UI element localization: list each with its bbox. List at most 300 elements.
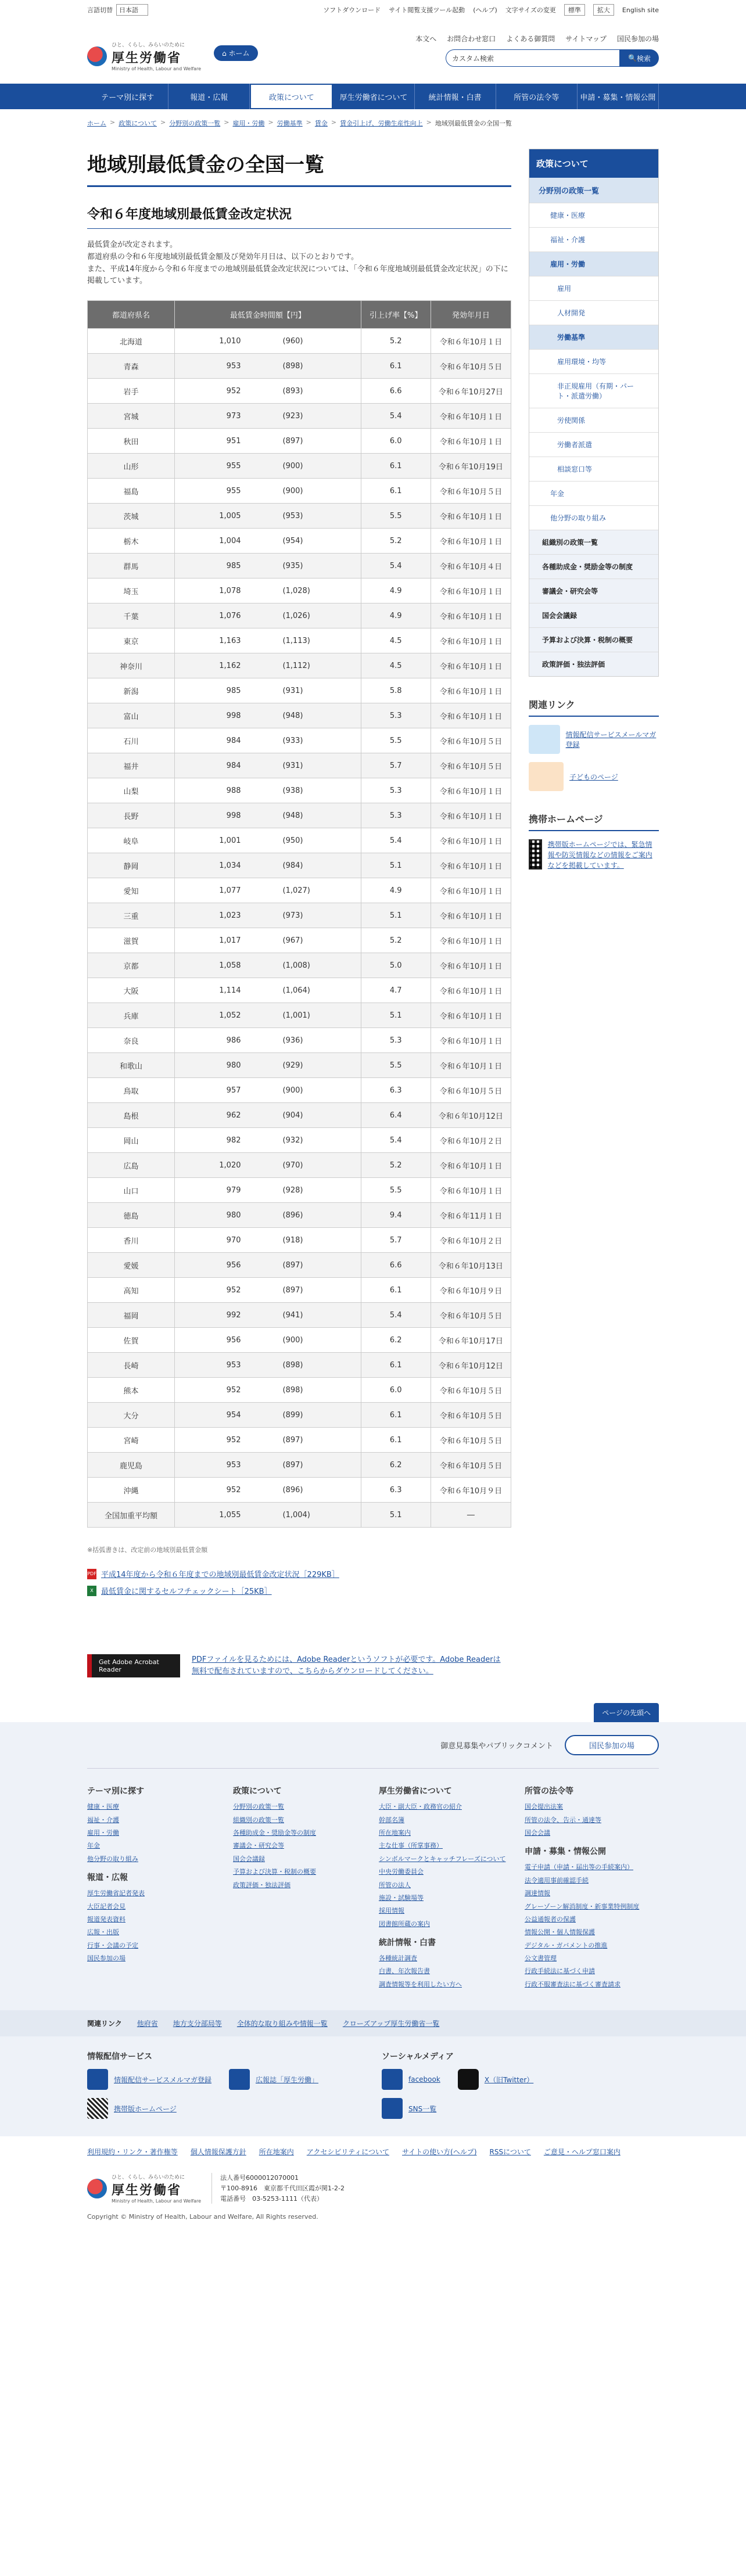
footer-related-initiatives[interactable]: 全体的な取り組みや情報一覧 bbox=[236, 2020, 328, 2028]
global-nav bbox=[0, 84, 746, 109]
bottom-link-terms[interactable]: 利用規約・リンク・著作権等 bbox=[87, 2148, 178, 2157]
rate-cell: 6.1 bbox=[361, 1428, 431, 1453]
search-button[interactable]: 🔍 検索 bbox=[620, 49, 659, 67]
footer-logo[interactable] bbox=[87, 2173, 201, 2204]
footer-link[interactable]: 雇用・労働 bbox=[87, 1828, 119, 1837]
header-link-contact[interactable]: お問合わせ窓口 bbox=[447, 35, 496, 43]
date-cell: 令和６年10月１日 bbox=[431, 653, 511, 678]
table-row bbox=[88, 1503, 511, 1528]
sidebar-item[interactable]: 組織別の政策一覧 bbox=[529, 530, 658, 554]
wage-cell: 970 bbox=[175, 1228, 262, 1253]
footer-link[interactable]: 電子申請（申請・届出等の手続案内） bbox=[525, 1863, 633, 1871]
wage-cell: 1,058 bbox=[175, 953, 262, 978]
facebook-icon bbox=[382, 2069, 403, 2090]
sidebar-item[interactable]: 相談窓口等 bbox=[529, 457, 658, 481]
rate-cell: 6.3 bbox=[361, 1078, 431, 1103]
x-service[interactable] bbox=[458, 2069, 533, 2090]
excel-download-link[interactable]: 最低賃金に関するセルフチェックシート［25KB］ bbox=[101, 1587, 272, 1597]
sidebar-item[interactable]: 労働基準 bbox=[529, 325, 658, 349]
footer-link[interactable]: シンボルマークとキャッチフレーズについて bbox=[379, 1855, 506, 1863]
footer-link[interactable]: 公益通報者の保護 bbox=[525, 1915, 576, 1923]
wage-cell: 955 bbox=[175, 454, 262, 479]
footer-link[interactable]: 健康・医療 bbox=[87, 1803, 119, 1811]
sidebar-head[interactable]: 政策について bbox=[529, 149, 658, 178]
wage-cell: 1,010 bbox=[175, 329, 262, 354]
wage-cell: 998 bbox=[175, 703, 262, 728]
social-title: ソーシャルメディア bbox=[382, 2052, 454, 2062]
footer-link[interactable]: 審議会・研究会等 bbox=[233, 1842, 284, 1850]
date-cell: 令和６年10月１日 bbox=[431, 603, 511, 628]
date-cell: 令和６年10月１日 bbox=[431, 504, 511, 529]
date-cell: 令和６年10月１日 bbox=[431, 1153, 511, 1178]
footer-group-title[interactable]: テーマ別に探す bbox=[87, 1787, 144, 1797]
footer-column bbox=[379, 1785, 513, 1993]
sidebar-item[interactable]: 他分野の取り組み bbox=[529, 505, 658, 530]
sidebar-item[interactable]: 福祉・介護 bbox=[529, 227, 658, 252]
sidebar-item[interactable]: 人材開発 bbox=[529, 300, 658, 325]
table-row bbox=[88, 703, 511, 728]
mobile-site bbox=[529, 839, 659, 871]
footer-link[interactable]: 行政手続法に基づく申請 bbox=[525, 1967, 595, 1975]
footer-link[interactable]: 中央労働委員会 bbox=[379, 1868, 424, 1876]
table-row bbox=[88, 1228, 511, 1253]
previous-wage-cell: (960) bbox=[262, 329, 361, 354]
date-cell: 令和６年10月17日 bbox=[431, 1328, 511, 1353]
table-row bbox=[88, 628, 511, 653]
date-cell: 令和６年10月９日 bbox=[431, 1478, 511, 1503]
sidebar-nav bbox=[529, 149, 659, 677]
wage-cell: 1,023 bbox=[175, 903, 262, 928]
date-cell: 令和６年10月５日 bbox=[431, 728, 511, 753]
mobile-site-link[interactable]: 携帯版ホームページでは、緊急情報や防災情報などの情報をご案内などを掲載しています。 bbox=[547, 840, 652, 870]
mail-service[interactable] bbox=[87, 2069, 211, 2090]
breadcrumb-policy[interactable]: 政策について bbox=[119, 120, 157, 127]
table-row bbox=[88, 853, 511, 878]
wage-cell: 1,077 bbox=[175, 878, 262, 903]
utility-link-assist[interactable]: サイト閲覧支援ツール起動 bbox=[389, 6, 465, 14]
date-cell: 令和６年10月１日 bbox=[431, 1028, 511, 1053]
footer-link[interactable]: 大臣記者会見 bbox=[87, 1902, 125, 1910]
gnav-press[interactable]: 報道・広報 bbox=[168, 84, 250, 109]
rate-cell: 6.6 bbox=[361, 379, 431, 404]
prefecture-cell: 宮崎 bbox=[88, 1428, 175, 1453]
page-title: 地域別最低賃金の全国一覧 bbox=[87, 149, 511, 187]
footer-link[interactable]: 他分野の取り組み bbox=[87, 1855, 138, 1863]
date-cell: 令和６年10月19日 bbox=[431, 454, 511, 479]
footer-group-title[interactable]: 申請・募集・情報公開 bbox=[525, 1847, 606, 1857]
download-files bbox=[87, 1568, 511, 1596]
intro-line-2: 都道府県の令和６年度地域別最低賃金額及び発効年月日は、以下のとおりです。 bbox=[87, 252, 358, 261]
logo-name: 厚生労働省 bbox=[112, 51, 182, 66]
footer-link[interactable]: 幹部名簿 bbox=[379, 1816, 404, 1824]
rate-cell: 6.1 bbox=[361, 1403, 431, 1428]
sidebar-sub[interactable]: 分野別の政策一覧 bbox=[529, 178, 658, 203]
wage-cell: 953 bbox=[175, 354, 262, 379]
footer-link[interactable]: 年金 bbox=[87, 1842, 100, 1850]
footer-related-other-ministries[interactable]: 他府省 bbox=[137, 2020, 158, 2028]
footer-logo-mark-icon bbox=[87, 2179, 107, 2198]
footer-group-title[interactable]: 厚生労働省について bbox=[379, 1787, 452, 1797]
footer-link[interactable]: 主な仕事（所掌事務） bbox=[379, 1842, 443, 1850]
footer-link[interactable]: 福祉・介護 bbox=[87, 1816, 119, 1824]
prefecture-cell: 熊本 bbox=[88, 1378, 175, 1403]
magazine-link[interactable]: 広報誌「厚生労働」 bbox=[256, 2075, 319, 2084]
rate-cell: 5.2 bbox=[361, 329, 431, 354]
date-cell: 令和６年10月27日 bbox=[431, 379, 511, 404]
utility-link-help[interactable]: (ヘルプ) bbox=[473, 6, 497, 14]
footer-link[interactable]: 行事・会議の予定 bbox=[87, 1941, 138, 1949]
wage-cell: 1,001 bbox=[175, 828, 262, 853]
footer-link[interactable]: 大臣・副大臣・政務官の紹介 bbox=[379, 1803, 462, 1811]
sns-link[interactable]: SNS一覧 bbox=[408, 2104, 437, 2113]
sidebar-item[interactable]: 予算および決算・税制の概要 bbox=[529, 627, 658, 652]
kids-page-image[interactable] bbox=[529, 762, 564, 791]
table-row bbox=[88, 1303, 511, 1328]
prefecture-cell: 鳥取 bbox=[88, 1078, 175, 1103]
header-link-participation[interactable]: 国民参加の場 bbox=[616, 35, 659, 43]
footer-related-local[interactable]: 地方支分部局等 bbox=[173, 2020, 222, 2028]
sidebar bbox=[529, 137, 659, 1677]
footer-link[interactable]: 国会会議録 bbox=[233, 1855, 265, 1863]
prefecture-cell: 福井 bbox=[88, 753, 175, 778]
search-placeholder: カスタム検索 bbox=[452, 54, 494, 63]
prefecture-cell: 兵庫 bbox=[88, 1003, 175, 1028]
footer-group-title[interactable]: 報道・広報 bbox=[87, 1873, 128, 1883]
footer-link[interactable]: 採用情報 bbox=[379, 1907, 404, 1915]
sidebar-item[interactable]: 雇用・労働 bbox=[529, 252, 658, 276]
wage-cell: 998 bbox=[175, 803, 262, 828]
participation-button[interactable]: 国民参加の場 bbox=[565, 1735, 659, 1755]
sidebar-item[interactable]: 各種助成金・奨励金等の制度 bbox=[529, 554, 658, 579]
mobile-service-link[interactable]: 携帯版ホームページ bbox=[114, 2104, 177, 2113]
gnav-policy[interactable]: 政策について bbox=[250, 84, 333, 109]
wage-cell: 1,076 bbox=[175, 603, 262, 628]
related-kids-link[interactable]: 子どものページ bbox=[569, 773, 618, 781]
footer-related-bar bbox=[0, 2010, 746, 2036]
table-header-wage: 最低賃金時間額【円】 bbox=[175, 301, 361, 329]
language-switcher bbox=[87, 4, 148, 16]
pdf-download-link[interactable]: 平成14年度から令和６年度までの地域別最低賃金改定状況［229KB］ bbox=[101, 1571, 339, 1580]
adobe-reader-notice bbox=[87, 1654, 511, 1677]
table-note: ※括弧書きは、改定前の地域別最低賃金額 bbox=[87, 1546, 208, 1554]
rate-cell: 5.0 bbox=[361, 953, 431, 978]
main-content bbox=[87, 137, 511, 1677]
footer-group-title[interactable]: 政策について bbox=[233, 1787, 282, 1797]
sidebar-item[interactable]: 健康・医療 bbox=[529, 203, 658, 227]
footer-link[interactable]: 政策評価・独法評価 bbox=[233, 1881, 290, 1889]
wage-cell: 992 bbox=[175, 1303, 262, 1328]
font-standard-button[interactable]: 標準 bbox=[564, 4, 585, 16]
previous-wage-cell: (1,113) bbox=[262, 628, 361, 653]
sidebar-item[interactable]: 雇用環境・均等 bbox=[529, 349, 658, 373]
footer-link[interactable]: 広報・出版 bbox=[87, 1928, 119, 1937]
rate-cell: 9.4 bbox=[361, 1203, 431, 1228]
breadcrumb-wages[interactable]: 賃金 bbox=[314, 120, 328, 127]
x-link[interactable]: X（旧Twitter） bbox=[484, 2075, 534, 2084]
breadcrumb-wage-raise[interactable]: 賃金引上げ、労働生産性向上 bbox=[340, 120, 423, 127]
date-cell: 令和６年10月５日 bbox=[431, 354, 511, 379]
footer-link[interactable]: 各種助成金・奨励金等の制度 bbox=[233, 1828, 316, 1837]
previous-wage-cell: (899) bbox=[262, 1403, 361, 1428]
previous-wage-cell: (897) bbox=[262, 429, 361, 454]
wage-cell: 957 bbox=[175, 1078, 262, 1103]
footer-link[interactable]: デジタル・ガバメントの推進 bbox=[525, 1941, 608, 1949]
table-row bbox=[88, 1353, 511, 1378]
previous-wage-cell: (897) bbox=[262, 1278, 361, 1303]
prefecture-cell: 奈良 bbox=[88, 1028, 175, 1053]
footer-link[interactable]: 所管の法人 bbox=[379, 1881, 411, 1889]
language-label: 言語切替 bbox=[87, 6, 113, 14]
prefecture-cell: 岐阜 bbox=[88, 828, 175, 853]
table-row bbox=[88, 603, 511, 628]
table-row bbox=[88, 1453, 511, 1478]
previous-wage-cell: (900) bbox=[262, 1078, 361, 1103]
utility-links bbox=[323, 4, 659, 16]
previous-wage-cell: (954) bbox=[262, 529, 361, 554]
previous-wage-cell: (1,028) bbox=[262, 579, 361, 603]
footer-link[interactable]: 施設・試験場等 bbox=[379, 1894, 424, 1902]
logo-english: Ministry of Health, Labour and Welfare bbox=[112, 66, 202, 71]
footer-link[interactable]: 各種統計調査 bbox=[379, 1955, 417, 1963]
rate-cell: 5.1 bbox=[361, 1003, 431, 1028]
previous-wage-cell: (950) bbox=[262, 828, 361, 853]
prefecture-cell: 茨城 bbox=[88, 504, 175, 529]
wage-cell: 979 bbox=[175, 1178, 262, 1203]
previous-wage-cell: (1,008) bbox=[262, 953, 361, 978]
gnav-about[interactable]: 厚生労働省について bbox=[333, 84, 414, 109]
prefecture-cell: 千葉 bbox=[88, 603, 175, 628]
bottom-link-location[interactable]: 所在地案内 bbox=[259, 2148, 294, 2157]
corporate-number: 法人番号6000012070001 bbox=[220, 2174, 299, 2182]
prefecture-cell: 佐賀 bbox=[88, 1328, 175, 1353]
home-button[interactable]: ⌂ ホーム bbox=[214, 45, 257, 61]
bottom-link-opinion[interactable]: ご意見・ヘルプ窓口案内 bbox=[543, 2148, 621, 2157]
rate-cell: 4.5 bbox=[361, 628, 431, 653]
footer-group-title[interactable]: 統計情報・白書 bbox=[379, 1938, 436, 1948]
previous-wage-cell: (918) bbox=[262, 1228, 361, 1253]
rate-cell: 5.8 bbox=[361, 678, 431, 703]
previous-wage-cell: (967) bbox=[262, 928, 361, 953]
prefecture-cell: 大阪 bbox=[88, 978, 175, 1003]
previous-wage-cell: (898) bbox=[262, 1378, 361, 1403]
date-cell: 令和６年10月１日 bbox=[431, 703, 511, 728]
prefecture-cell: 東京 bbox=[88, 628, 175, 653]
facebook-link[interactable]: facebook bbox=[408, 2075, 440, 2084]
facebook-service[interactable] bbox=[382, 2069, 440, 2090]
page-top-button[interactable]: ページの先頭へ bbox=[594, 1703, 659, 1722]
footer-link[interactable]: 分野別の政策一覧 bbox=[233, 1803, 284, 1811]
table-body bbox=[88, 329, 511, 1528]
rate-cell: 5.7 bbox=[361, 1228, 431, 1253]
table-row bbox=[88, 1103, 511, 1128]
rate-cell: 5.5 bbox=[361, 728, 431, 753]
table-row bbox=[88, 354, 511, 379]
prefecture-cell: 神奈川 bbox=[88, 653, 175, 678]
header-links bbox=[415, 34, 659, 44]
gnav-laws[interactable]: 所管の法令等 bbox=[496, 84, 578, 109]
related-links-title: 関連リンク bbox=[529, 698, 659, 717]
related-mail bbox=[529, 725, 659, 754]
breadcrumb: ホーム > 政策について > 分野別の政策一覧 > 雇用・労働 > 労働基準 > 賃金 > 賃金引上げ、労働生産性向上 > 地域別最低賃金の全国一覧 bbox=[87, 118, 512, 127]
breadcrumb-fields[interactable]: 分野別の政策一覧 bbox=[169, 120, 221, 127]
utility-link-plugin[interactable]: ソフトダウンロード bbox=[323, 6, 381, 14]
adobe-reader-text[interactable]: PDFファイルを見るためには、Adobe Readerというソフトが必要です。Adobe Readerは無料で配布されていますので、こちらからダウンロードしてください。 bbox=[192, 1655, 501, 1676]
previous-wage-cell: (897) bbox=[262, 1253, 361, 1278]
footer-link[interactable]: グレーゾーン解消制度・新事業特例制度 bbox=[525, 1902, 640, 1910]
bottom-link-accessibility[interactable]: アクセシビリティについて bbox=[306, 2148, 389, 2157]
footer bbox=[0, 1722, 746, 2010]
footer-link[interactable]: 予算および決算・税制の概要 bbox=[233, 1868, 316, 1876]
wage-cell: 1,162 bbox=[175, 653, 262, 678]
table-row bbox=[88, 1003, 511, 1028]
previous-wage-cell: (936) bbox=[262, 1028, 361, 1053]
table-header-prefecture: 都道府県名 bbox=[88, 301, 175, 329]
header-link-main[interactable]: 本文へ bbox=[415, 35, 437, 43]
footer-link[interactable]: 情報公開・個人情報保護 bbox=[525, 1928, 595, 1937]
footer-link[interactable]: 国会会議 bbox=[525, 1828, 550, 1837]
footer-related-closeup[interactable]: クローズアップ厚生労働省一覧 bbox=[342, 2020, 440, 2028]
sidebar-item[interactable]: 国会会議録 bbox=[529, 603, 658, 627]
date-cell: 令和６年10月１日 bbox=[431, 1053, 511, 1078]
bottom-link-help[interactable]: サイトの使い方(ヘルプ) bbox=[402, 2148, 477, 2157]
footer-link[interactable]: 法令適用事前確認手続 bbox=[525, 1876, 589, 1884]
table-row bbox=[88, 1403, 511, 1428]
english-site-link[interactable]: English site bbox=[622, 6, 659, 14]
footer-link[interactable]: 調達情報 bbox=[525, 1889, 550, 1898]
footer-link[interactable]: 国民参加の場 bbox=[87, 1955, 125, 1963]
utility-bar bbox=[0, 0, 746, 20]
prefecture-cell: 香川 bbox=[88, 1228, 175, 1253]
footer-logo-name: 厚生労働省 bbox=[112, 2183, 182, 2198]
sidebar-item[interactable]: 年金 bbox=[529, 481, 658, 505]
rate-cell: 6.0 bbox=[361, 429, 431, 454]
date-cell: ― bbox=[431, 1503, 511, 1528]
footer-group-title[interactable]: 所管の法令等 bbox=[525, 1787, 573, 1797]
bottom-info bbox=[0, 2167, 746, 2211]
mobile-service[interactable] bbox=[87, 2098, 364, 2119]
minimum-wage-table bbox=[87, 300, 511, 1528]
rate-cell: 5.2 bbox=[361, 928, 431, 953]
footer-link[interactable]: 厚生労働省記者発表 bbox=[87, 1889, 145, 1898]
mail-service-image[interactable] bbox=[529, 725, 560, 754]
wage-cell: 1,114 bbox=[175, 978, 262, 1003]
footer-link[interactable]: 所在地案内 bbox=[379, 1828, 411, 1837]
sidebar-item[interactable]: 労使関係 bbox=[529, 408, 658, 432]
footer-link[interactable]: 調査情報等を利用したい方へ bbox=[379, 1980, 462, 1988]
previous-wage-cell: (904) bbox=[262, 1103, 361, 1128]
date-cell: 令和６年10月１日 bbox=[431, 529, 511, 554]
sidebar-item[interactable]: 政策評価・独法評価 bbox=[529, 652, 658, 676]
rate-cell: 4.9 bbox=[361, 878, 431, 903]
date-cell: 令和６年10月１日 bbox=[431, 803, 511, 828]
prefecture-cell: 大分 bbox=[88, 1403, 175, 1428]
previous-wage-cell: (1,026) bbox=[262, 603, 361, 628]
rate-cell: 6.1 bbox=[361, 454, 431, 479]
footer-column bbox=[87, 1785, 221, 1993]
site-header bbox=[0, 20, 746, 84]
date-cell: 令和６年10月12日 bbox=[431, 1103, 511, 1128]
footer-link[interactable]: 報道発表資料 bbox=[87, 1915, 125, 1923]
header-link-faq[interactable]: よくある御質問 bbox=[506, 35, 555, 43]
footer-link[interactable]: 組織別の政策一覧 bbox=[233, 1816, 284, 1824]
wage-cell: 953 bbox=[175, 1453, 262, 1478]
footer-link[interactable]: 公文書管理 bbox=[525, 1955, 557, 1963]
gnav-statistics[interactable]: 統計情報・白書 bbox=[415, 84, 496, 109]
rate-cell: 5.1 bbox=[361, 1503, 431, 1528]
gnav-applications[interactable]: 申請・募集・情報公開 bbox=[578, 84, 659, 109]
footer-link[interactable]: 国会提出法案 bbox=[525, 1803, 563, 1811]
services-title: 情報配信サービス bbox=[87, 2052, 152, 2062]
wage-cell: 986 bbox=[175, 1028, 262, 1053]
previous-wage-cell: (1,001) bbox=[262, 1003, 361, 1028]
sns-service[interactable] bbox=[382, 2098, 659, 2119]
breadcrumb-employment[interactable]: 雇用・労働 bbox=[232, 120, 265, 127]
footer-link[interactable]: 所管の法令、告示・通達等 bbox=[525, 1816, 601, 1824]
sidebar-item[interactable]: 非正規雇用（有期・パート・派遣労働） bbox=[529, 373, 658, 408]
wage-cell: 985 bbox=[175, 678, 262, 703]
adobe-reader-badge[interactable]: Get Adobe Acrobat Reader bbox=[87, 1654, 180, 1677]
breadcrumb-labor-standards[interactable]: 労働基準 bbox=[277, 120, 303, 127]
wage-cell: 1,005 bbox=[175, 504, 262, 529]
rate-cell: 5.5 bbox=[361, 504, 431, 529]
prefecture-cell: 全国加重平均額 bbox=[88, 1503, 175, 1528]
footer-link[interactable]: 行政不服審査法に基づく審査請求 bbox=[525, 1980, 621, 1988]
wage-cell: 1,052 bbox=[175, 1003, 262, 1028]
footer-link[interactable]: 白書、年次報告書 bbox=[379, 1967, 430, 1975]
previous-wage-cell: (1,027) bbox=[262, 878, 361, 903]
footer-link[interactable]: 図書館所蔵の案内 bbox=[379, 1920, 430, 1928]
sidebar-item[interactable]: 労働者派遣 bbox=[529, 432, 658, 457]
date-cell: 令和６年10月１日 bbox=[431, 628, 511, 653]
bottom-link-privacy[interactable]: 個人情報保護方針 bbox=[190, 2148, 246, 2157]
rate-cell: 4.5 bbox=[361, 653, 431, 678]
previous-wage-cell: (897) bbox=[262, 1428, 361, 1453]
language-select[interactable]: 日本語 bbox=[116, 4, 148, 16]
prefecture-cell: 岩手 bbox=[88, 379, 175, 404]
prefecture-cell: 長崎 bbox=[88, 1353, 175, 1378]
search-input[interactable] bbox=[446, 49, 620, 67]
rate-cell: 5.4 bbox=[361, 404, 431, 429]
table-row bbox=[88, 1178, 511, 1203]
bottom-link-rss[interactable]: RSSについて bbox=[489, 2148, 531, 2157]
date-cell: 令和６年10月９日 bbox=[431, 1278, 511, 1303]
prefecture-cell: 長野 bbox=[88, 803, 175, 828]
rate-cell: 4.9 bbox=[361, 603, 431, 628]
prefecture-cell: 埼玉 bbox=[88, 579, 175, 603]
related-mail-link[interactable]: 情報配信サービスメールマガ登録 bbox=[565, 731, 657, 749]
site-logo[interactable] bbox=[87, 41, 201, 71]
gnav-theme[interactable]: テーマ別に探す bbox=[87, 84, 168, 109]
table-row bbox=[88, 653, 511, 678]
table-row bbox=[88, 728, 511, 753]
header-link-sitemap[interactable]: サイトマップ bbox=[565, 35, 607, 43]
sidebar-item[interactable]: 審議会・研究会等 bbox=[529, 579, 658, 603]
prefecture-cell: 山梨 bbox=[88, 778, 175, 803]
intro-line-4: 」の下に掲載しています。 bbox=[87, 264, 508, 286]
page-subtitle: 令和６年度地域別最低賃金改定状況 bbox=[87, 204, 511, 229]
rate-cell: 5.3 bbox=[361, 1028, 431, 1053]
breadcrumb-home[interactable]: ホーム bbox=[87, 120, 106, 127]
table-row bbox=[88, 529, 511, 554]
sidebar-item[interactable]: 雇用 bbox=[529, 276, 658, 300]
magazine-service[interactable] bbox=[229, 2069, 318, 2090]
mail-service-link[interactable]: 情報配信サービスメルマガ登録 bbox=[114, 2075, 212, 2084]
date-cell: 令和６年10月１日 bbox=[431, 1003, 511, 1028]
prefecture-cell: 島根 bbox=[88, 1103, 175, 1128]
previous-wage-cell: (896) bbox=[262, 1478, 361, 1503]
date-cell: 令和６年10月１日 bbox=[431, 878, 511, 903]
font-large-button[interactable]: 拡大 bbox=[593, 4, 614, 16]
